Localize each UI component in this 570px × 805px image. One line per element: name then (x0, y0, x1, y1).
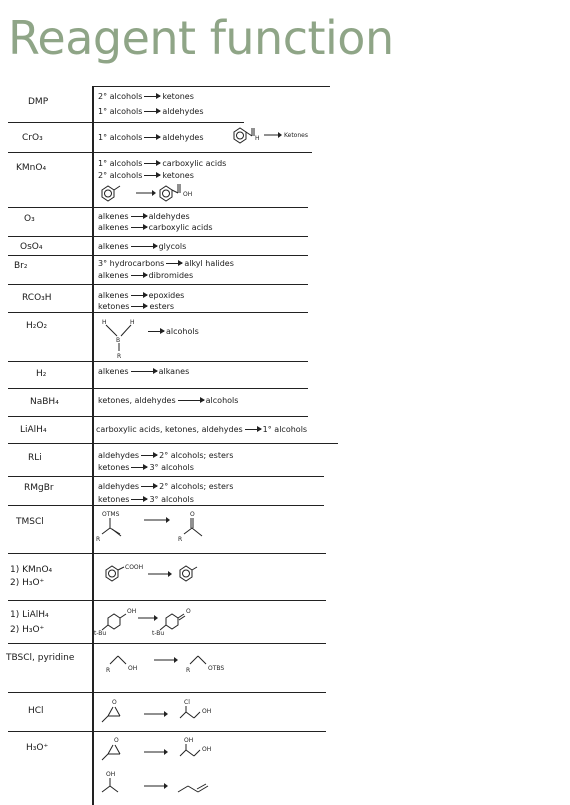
svg-text:R: R (96, 536, 101, 543)
reaction-rmgbr-1: aldehydes 2° alcohols; esters (98, 482, 234, 491)
svg-text:R: R (117, 353, 122, 360)
reagent-lialh4-h3o-step2: 2) H₃O⁺ (10, 625, 45, 635)
reagent-kmno4-h3o-step1: 1) KMnO₄ (10, 565, 53, 575)
svg-text:t-Bu: t-Bu (152, 630, 165, 637)
row-divider (8, 600, 326, 601)
structure-note: Ketones (284, 132, 308, 139)
epoxide-to-diol-structure (100, 734, 230, 764)
svg-text:O: O (114, 737, 119, 744)
alcohol-to-alkene-structure (100, 768, 230, 800)
reaction-cro3-1: 1° alcohols aldehydes (98, 133, 204, 142)
silyl-enol-ether-to-ketone-structure (96, 508, 216, 550)
reaction-rli-2: ketones 3° alcohols (98, 463, 194, 472)
cyclohexanol-to-cyclohexanone-structure (94, 604, 204, 638)
svg-text:R: R (106, 667, 111, 674)
reagent-kmno4: KMnO₄ (16, 163, 47, 173)
benzaldehyde-structure (228, 124, 308, 150)
row-divider (8, 505, 324, 506)
row-divider (8, 122, 244, 123)
reaction-h2-1: alkenes alkanes (98, 367, 190, 376)
reagent-lialh4-h3o-step1: 1) LiAlH₄ (10, 610, 49, 620)
reagent-h3o: H₃O⁺ (26, 743, 49, 753)
reagent-cro3: CrO₃ (22, 133, 43, 143)
alcohol-to-silyl-ether-structure (104, 648, 244, 678)
row-divider (8, 312, 308, 313)
toluene-to-benzoic-acid-structure (98, 182, 208, 206)
svg-text:t-Bu: t-Bu (94, 630, 107, 637)
borane-structure (100, 316, 140, 360)
reagent-tmscl: TMSCl (16, 517, 44, 527)
svg-text:H: H (130, 319, 135, 326)
row-divider (8, 443, 338, 444)
row-divider (8, 152, 312, 153)
reaction-dmp-1: 2° alcohols ketones (98, 92, 194, 101)
row-divider (8, 416, 308, 417)
svg-text:OH: OH (184, 737, 194, 744)
row-divider (8, 255, 308, 256)
benzoic-acid-to-benzene-structure (100, 560, 210, 588)
reaction-br2-2: alkenes dibromides (98, 271, 194, 280)
reagent-dmp: DMP (28, 97, 49, 107)
reaction-lialh4-1: carboxylic acids, ketones, aldehydes 1° alcohols (96, 425, 308, 434)
reagent-o3: O₃ (24, 214, 35, 224)
reaction-kmno4-1: 1° alcohols carboxylic acids (98, 159, 227, 168)
row-divider (8, 476, 324, 477)
svg-text:H: H (102, 319, 107, 326)
row-divider (8, 692, 326, 693)
svg-text:R: R (186, 667, 191, 674)
row-divider (8, 553, 326, 554)
row-divider (8, 361, 308, 362)
reaction-nabh4-1: ketones, aldehydes alcohols (98, 396, 239, 405)
reaction-o3-1: alkenes aldehydes (98, 212, 190, 221)
row-divider (8, 236, 308, 237)
svg-text:R: R (178, 536, 183, 543)
reaction-o3-2: alkenes carboxylic acids (98, 223, 213, 232)
reaction-oso4-1: alkenes glycols (98, 242, 187, 251)
svg-text:B: B (116, 337, 121, 344)
svg-text:Cl: Cl (184, 699, 190, 706)
svg-text:O: O (190, 511, 195, 518)
reaction-rco3h-1: alkenes epoxides (98, 291, 185, 300)
reaction-rli-1: aldehydes 2° alcohols; esters (98, 451, 234, 460)
svg-text:OH: OH (202, 746, 212, 753)
svg-text:OH: OH (106, 771, 116, 778)
hydroxyl-label: OH (183, 191, 193, 198)
reagent-lialh4: LiAlH₄ (20, 425, 47, 435)
reaction-br2-1: 3° hydrocarbons alkyl halides (98, 259, 234, 268)
reaction-kmno4-2: 2° alcohols ketones (98, 171, 194, 180)
svg-text:COOH: COOH (125, 564, 144, 571)
svg-text:H: H (255, 135, 260, 142)
svg-text:OTMS: OTMS (102, 511, 120, 518)
reagent-h2: H₂ (36, 369, 47, 379)
reagent-rco3h: RCO₃H (22, 293, 52, 303)
row-divider (8, 284, 308, 285)
svg-text:OH: OH (202, 708, 212, 715)
epoxide-to-chlorohydrin-structure (100, 696, 230, 728)
reagent-rmgbr: RMgBr (24, 483, 54, 493)
row-divider (8, 388, 308, 389)
reagent-rli: RLi (28, 453, 42, 463)
svg-text:O: O (112, 699, 117, 706)
reagent-br2: Br₂ (14, 261, 28, 271)
reaction-dmp-2: 1° alcohols aldehydes (98, 107, 204, 116)
svg-text:OH: OH (128, 665, 138, 672)
reagent-h2o2: H₂O₂ (26, 321, 48, 331)
row-divider (92, 86, 330, 87)
svg-text:OTBS: OTBS (208, 665, 225, 672)
table-vertical-divider (92, 86, 94, 805)
svg-text:OH: OH (127, 608, 137, 615)
row-divider (8, 731, 326, 732)
reaction-rco3h-2: ketones esters (98, 302, 175, 311)
reagent-oso4: OsO₄ (20, 242, 43, 252)
page-title: Reagent function (8, 11, 394, 65)
reagent-kmno4-h3o-step2: 2) H₃O⁺ (10, 578, 45, 588)
svg-text:O: O (186, 608, 191, 615)
reaction-h2o2-1: alcohols (146, 326, 199, 337)
reagent-hcl: HCl (28, 706, 44, 716)
row-divider (8, 643, 326, 644)
reaction-rmgbr-2: ketones 3° alcohols (98, 495, 194, 504)
row-divider (8, 207, 308, 208)
reagent-tbscl: TBSCl, pyridine (6, 653, 75, 663)
reagent-nabh4: NaBH₄ (30, 397, 59, 407)
